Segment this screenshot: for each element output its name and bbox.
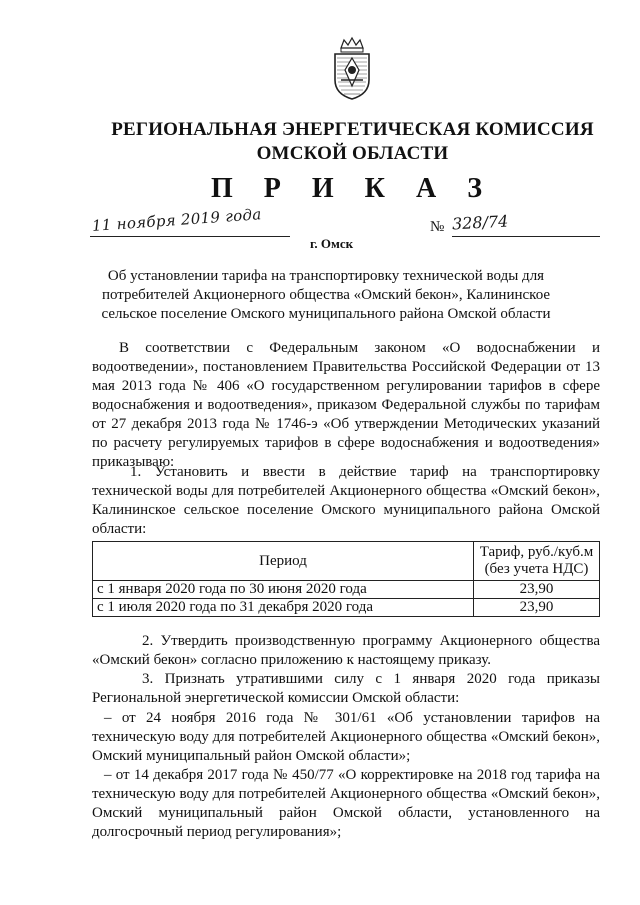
tariff-table: [92, 541, 600, 617]
column-header-tariff-line2: (без учета НДС): [484, 561, 589, 577]
table-cell-period: с 1 июля 2020 года по 31 декабря 2020 года: [93, 599, 474, 617]
paragraph-preamble: В соответствии с Федеральным законом «О водоснабжении и водоотведении», постановлением Правительства Российской Федерации от 13 мая 2013 года № 406 «О государственном регулировании тарифов в сфере водоснабжения и водоотведения», приказом Федеральной службы по тарифам от 27 декабря 2013 года № 1746-э «Об утверждении Методических указаний по расчету регулируемых тарифов в сфере водоснабжения и водоотведения» приказываю:: [92, 340, 600, 470]
document-type-title: П Р И К А З: [211, 173, 494, 204]
column-header-tariff-line1: Тариф, руб./куб.м: [479, 544, 594, 560]
paragraph-item-3-sub-1: – от 24 ноября 2016 года № 301/61 «Об установлении тарифов на техническую воду для потребителей Акционерного общества «Омский бекон», Омский муниципальный район Омской области»;: [92, 710, 600, 764]
paragraph-item-2: 2. Утвердить производственную программу Акционерного общества «Омский бекон» согласно приложению к настоящему приказу.: [92, 633, 600, 668]
table-row: [93, 599, 600, 617]
city: г. Омск: [310, 236, 354, 251]
paragraph-item-3-sub-2: – от 14 декабря 2017 года № 450/77 «О корректировке на 2018 год тарифа на техническую воду для потребителей Акционерного общества «Омский бекон», Омский муниципальный район Омской области, установленного на долгосрочный период регулирования»;: [92, 767, 600, 840]
table-header-row: [93, 542, 600, 581]
number-underline: [452, 236, 600, 237]
table-row: [93, 581, 600, 599]
table-cell-tariff: 23,90: [474, 599, 600, 617]
organization-name-line1: РЕГИОНАЛЬНАЯ ЭНЕРГЕТИЧЕСКАЯ КОМИССИЯ: [111, 119, 594, 140]
paragraph-item-3: 3. Признать утратившими силу с 1 января 2020 года приказы Региональной энергетической комиссии Омской области:: [92, 671, 600, 706]
table-cell-period: с 1 января 2020 года по 30 июня 2020 года: [93, 581, 474, 599]
handwritten-order-number: 328/74: [451, 211, 509, 234]
handwritten-date: 11 ноября 2019 года: [91, 205, 263, 235]
date-underline: [90, 236, 290, 237]
column-header-tariff: [474, 542, 600, 581]
paragraph-item-1: 1. Установить и ввести в действие тариф на транспортировку технической воды для потребителей Акционерного общества «Омский бекон», Калининское сельское поселение Омского муниципального района Омской области:: [92, 464, 600, 537]
coat-of-arms-icon: [329, 36, 375, 102]
organization-name-line2: ОМСКОЙ ОБЛАСТИ: [256, 143, 449, 164]
table-cell-tariff: 23,90: [474, 581, 600, 599]
column-header-period: Период: [93, 542, 474, 581]
order-subject: Об установлении тарифа на транспортировку технической воды для потребителей Акционерного общества «Омский бекон», Калининское сельское поселение Омского муниципального района Омской области: [101, 268, 551, 322]
number-label: №: [430, 219, 445, 235]
